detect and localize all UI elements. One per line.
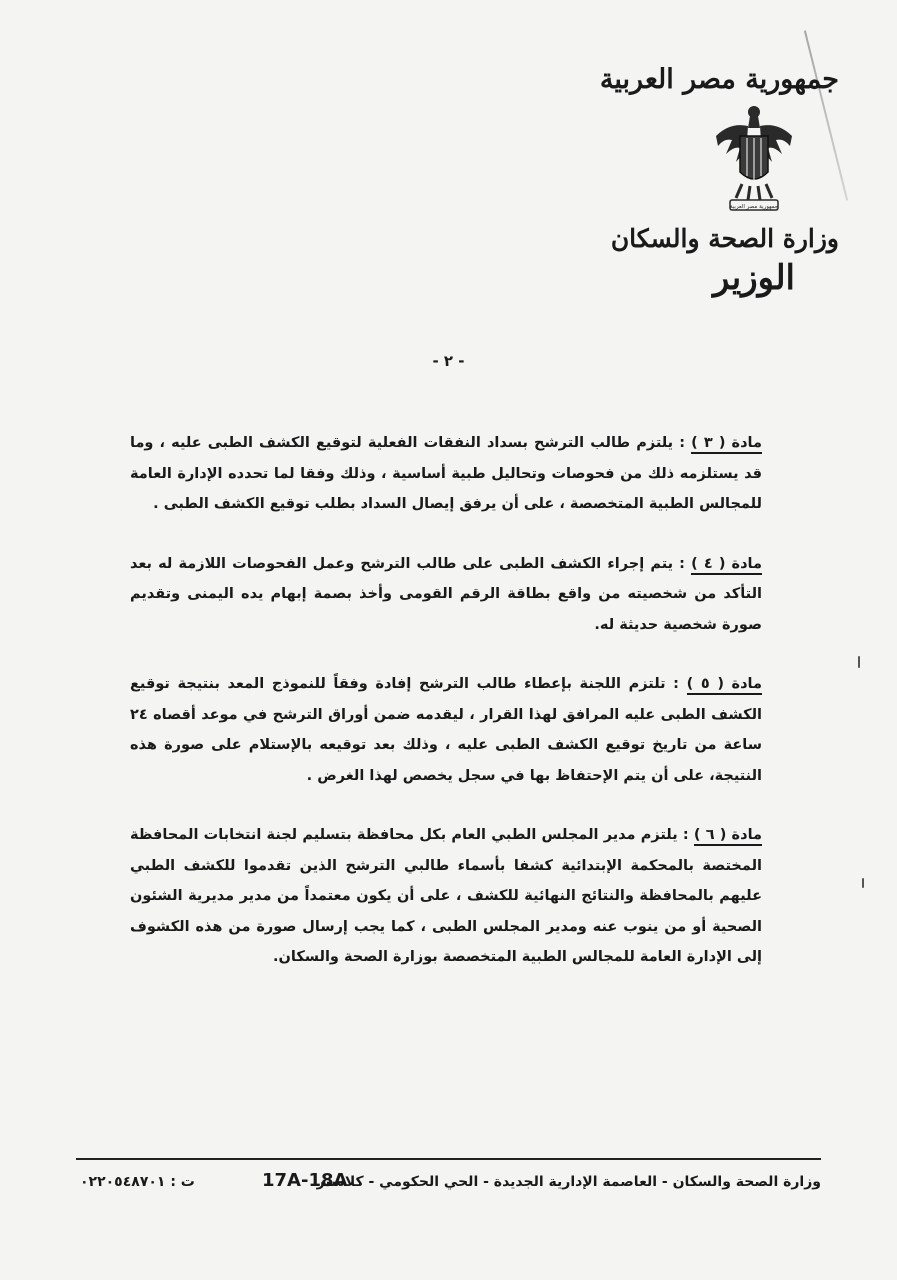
scan-mark [858,656,860,668]
footer-phone: ت : ٠٢٢٠٥٤٨٧٠١ [80,1174,195,1190]
footer-building-code: 17A-18A [262,1170,348,1191]
article-label: مادة ( ٦ ) [694,827,762,846]
articles-body [130,428,762,973]
article-text: : يتم إجراء الكشف الطبى على طالب الترشح وعمل الفحوصات اللازمة له بعد التأكد من شخصيته من واقع بطاقة الرقم القومى وأخذ بصمة إبهام يده اليمنى وتقديم صورة شخصية حديثة له. [130,555,762,633]
letterhead [599,62,839,300]
page-number: - ٢ - [432,352,465,370]
article-text: : يلتزم مدير المجلس الطبي العام بكل محافظة بتسليم لجنة انتخابات المحافظة المختصة بالمحكمة الإبتدائية كشفا بأسماء طالبي الترشح الذين تقدموا للكشف الطبي عليهم بالمحافظة والنتائج النهائية للكشف ، على أن يكون معتمداً من مدير مديرية الشئون الصحية أو من ينوب عنه ومدير المجلس الطبى ، كما يجب إرسال صورة من هذه الكشوف إلى الإدارة العامة للمجالس الطبية المتخصصة بوزارة الصحة والسكان. [130,827,762,965]
article-6 [130,820,762,973]
article-label: مادة ( ٥ ) [687,676,762,695]
footer-divider [76,1158,821,1160]
article-text: : تلتزم اللجنة بإعطاء طالب الترشح إفادة وفقاً للنموذج المعد بنتيجة توقيع الكشف الطبى عليه المرافق لهذا القرار ، ليقدمه ضمن أوراق الترشح في موعد أقصاه ٢٤ ساعة من تاريخ توقيع الكشف الطبى عليه ، وذلك بعد توقيعه بالإستلام على صورة هذه النتيجة، على أن يتم الإحتفاظ بها في سجل يخصص لهذا الغرض . [130,676,762,784]
article-label: مادة ( ٤ ) [691,556,762,575]
scan-mark [862,878,864,888]
article-label: مادة ( ٣ ) [691,435,762,454]
egypt-eagle-emblem-icon [710,102,798,220]
emblem-scroll-text: جمهورية مصر العربية [729,204,779,210]
article-5 [130,669,762,791]
letterhead-ministry: وزارة الصحة والسكان [610,224,839,253]
footer [76,1170,821,1198]
letterhead-country: جمهورية مصر العربية [599,64,839,95]
footer-address: وزارة الصحة والسكان - العاصمة الإدارية الجديدة - الحي الحكومي - كلاستر [316,1174,821,1190]
article-text: : يلتزم طالب الترشح بسداد النفقات الفعلية لتوقيع الكشف الطبى عليه ، وما قد يستلزمه ذلك من فحوصات وتحاليل طبية أساسية ، وذلك وفقا لما تحدده الإدارة العامة للمجالس الطبية المتخصصة ، على أن يرفق إيصال السداد بطلب توقيع الكشف الطبى . [130,435,762,512]
article-3 [130,428,762,520]
article-4 [130,549,762,641]
letterhead-minister-title: الوزير [712,258,795,298]
